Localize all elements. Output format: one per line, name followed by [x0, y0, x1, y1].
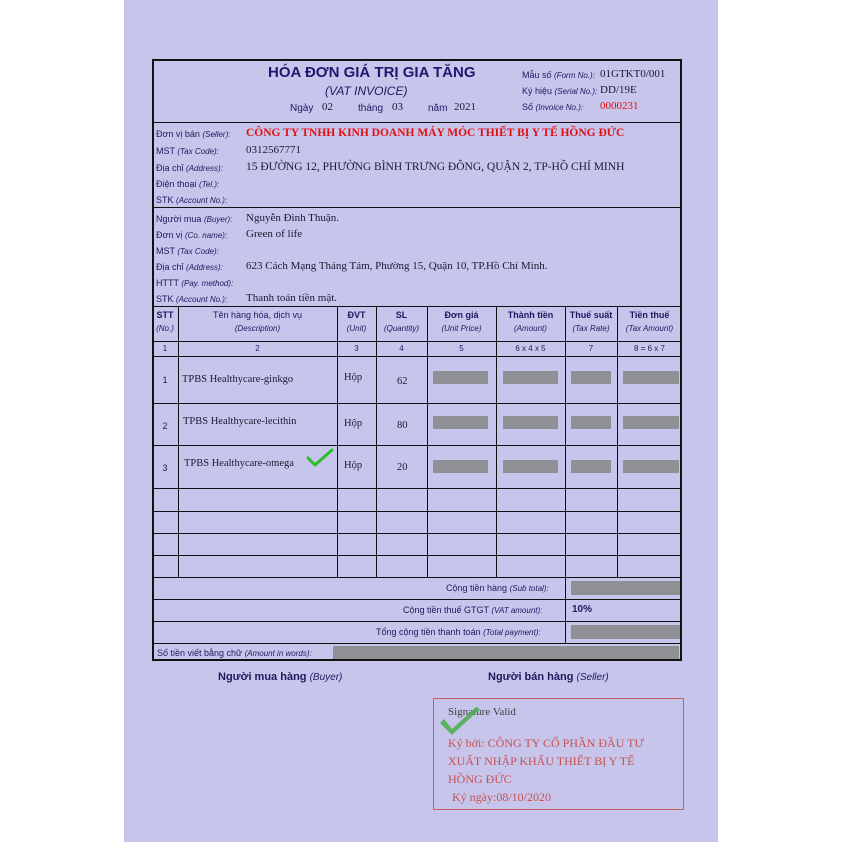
index-cell: 5 [459, 344, 464, 353]
table-row-line [152, 555, 682, 556]
serial-value: DD/19E [600, 84, 637, 96]
vat-label: Cộng tiền thuế GTGT (VAT amount): [403, 605, 543, 615]
signed-by-line: Ký bởi: CÔNG TY CỔ PHẦN ĐẦU TƯ [448, 736, 644, 750]
col-header-tax-rate-en: (Tax Rate) [572, 324, 610, 333]
words-redacted [333, 646, 679, 659]
buyer-tax-label: MST (Tax Code): [156, 246, 219, 256]
row-unit: Hộp [344, 460, 363, 471]
seller-account-label: STK (Account No.): [156, 195, 228, 205]
redacted-cell [503, 460, 558, 473]
redacted-cell [433, 371, 488, 384]
totals-line [152, 599, 682, 600]
row-description: TPBS Healthycare-omega [184, 458, 294, 469]
redacted-cell [623, 460, 679, 473]
invoice-frame [152, 59, 682, 661]
seller-tax-label: MST (Tax Code): [156, 146, 219, 156]
redacted-cell [503, 416, 558, 429]
form-value: 01GTKT0/001 [600, 68, 666, 80]
signed-by-line: XUẤT NHẬP KHẨU THIẾT BỊ Y TẾ [448, 754, 635, 768]
day-value: 02 [322, 101, 333, 113]
divider [152, 207, 682, 208]
month-value: 03 [392, 101, 403, 113]
buyer-name: Nguyễn Đình Thuận. [246, 212, 339, 224]
col-header-tax-amount: Tiền thuế [629, 310, 670, 320]
redacted-cell [433, 460, 488, 473]
col-header-unit-en: (Unit) [346, 324, 367, 333]
subtotal-redacted [571, 581, 680, 595]
buyer-signature-label: Người mua hàng (Buyer) [218, 671, 343, 683]
invoice-no-value: 0000231 [600, 100, 639, 112]
index-cell: 2 [255, 344, 260, 353]
col-header-unit: ĐVT [347, 310, 366, 320]
divider [152, 122, 682, 123]
invoice-no-label: Số (Invoice No.): [522, 102, 584, 112]
row-unit: Hộp [344, 372, 363, 383]
signature-status: Signature Valid [448, 706, 516, 718]
total-redacted [571, 625, 680, 639]
col-header-amount-en: (Amount) [514, 324, 547, 333]
table-index-line [152, 356, 682, 357]
buyer-account: Thanh toán tiền mặt. [246, 292, 338, 304]
subtotal-label: Cộng tiền hàng (Sub total): [446, 583, 549, 593]
row-description: TPBS Healthycare-ginkgo [182, 374, 294, 385]
col-header-tax-amount-en: (Tax Amount) [625, 324, 674, 333]
table-row-line [152, 403, 682, 404]
buyer-name-label: Người mua (Buyer): [156, 214, 233, 224]
row-no: 3 [162, 463, 168, 473]
redacted-cell [503, 371, 558, 384]
words-label: Số tiền viết bằng chữ (Amount in words): [157, 648, 312, 658]
totals-line [152, 643, 682, 644]
total-label: Tổng cộng tiền thanh toán (Total payment): [376, 627, 541, 637]
col-header-description-en: (Description) [234, 324, 281, 333]
day-label: Ngày [290, 103, 314, 114]
signature-check-icon [436, 705, 484, 741]
table-row-line [152, 511, 682, 512]
table-row-line [152, 533, 682, 534]
buyer-address: 623 Cách Mạng Tháng Tám, Phường 15, Quận 10, TP.Hồ Chí Minh. [246, 260, 548, 272]
index-cell: 4 [399, 344, 404, 353]
year-label: năm [428, 103, 448, 114]
buyer-address-label: Địa chỉ (Address): [156, 262, 223, 272]
totals-line [152, 621, 682, 622]
check-icon [305, 447, 335, 469]
redacted-cell [623, 416, 679, 429]
index-cell: 3 [354, 344, 359, 353]
col-header-tax-rate: Thuế suất [569, 310, 613, 320]
seller-address-label: Địa chỉ (Address): [156, 163, 223, 173]
index-cell: 1 [162, 344, 168, 353]
col-header-price: Đơn giá [444, 310, 479, 320]
row-qty: 62 [397, 376, 408, 387]
row-description: TPBS Healthycare-lecithin [183, 416, 297, 427]
table-row-line [152, 488, 682, 489]
row-no: 2 [162, 421, 168, 431]
col-header-amount: Thành tiền [507, 310, 554, 320]
table-top [152, 306, 682, 307]
year-value: 2021 [454, 101, 476, 113]
buyer-payment-label: HTTT (Pay. method): [156, 278, 234, 288]
redacted-cell [433, 416, 488, 429]
table-header-line [152, 341, 682, 342]
col-header-description: Tên hàng hóa, dịch vụ [212, 310, 303, 320]
redacted-cell [623, 371, 679, 384]
col-header-qty: SL [395, 310, 408, 320]
seller-address: 15 ĐƯỜNG 12, PHƯỜNG BÌNH TRƯNG ĐÔNG, QUẬN 2, TP-HỒ CHÍ MINH [246, 161, 625, 173]
col-header-no-en: (No.) [156, 324, 174, 333]
seller-tel-label: Điện thoại (Tel.): [156, 179, 220, 189]
serial-label: Ký hiệu (Serial No.): [522, 86, 598, 96]
vat-rate: 10% [572, 604, 593, 615]
form-label: Mẫu số (Form No.): [522, 70, 595, 80]
index-cell: 7 [588, 344, 594, 353]
col-header-no: STT [156, 310, 174, 320]
row-qty: 20 [397, 462, 408, 473]
index-cell: 6 x 4 x 5 [515, 344, 546, 353]
seller-name-label: Đơn vị bán (Seller): [156, 129, 231, 139]
signed-by-line: HỒNG ĐỨC [448, 772, 512, 786]
invoice-title: HÓA ĐƠN GIÁ TRỊ GIA TĂNG [268, 64, 476, 81]
buyer-account-label: STK (Account No.): [156, 294, 228, 304]
row-no: 1 [162, 375, 168, 385]
table-row-line [152, 445, 682, 446]
seller-signature-label: Người bán hàng (Seller) [488, 671, 609, 683]
redacted-cell [571, 460, 611, 473]
buyer-company: Green of life [246, 228, 303, 240]
col-header-qty-en: (Quantity) [383, 324, 420, 333]
seller-tax-value: 0312567771 [246, 144, 301, 156]
col-line [565, 577, 566, 643]
seller-name: CÔNG TY TNHH KINH DOANH MÁY MÓC THIẾT BỊ Y TẾ HỒNG ĐỨC [246, 127, 625, 139]
index-cell: 8 = 6 x 7 [634, 344, 665, 353]
row-qty: 80 [397, 420, 408, 431]
col-header-price-en: (Unit Price) [441, 324, 482, 333]
row-unit: Hộp [344, 418, 363, 429]
invoice-subtitle: (VAT INVOICE) [325, 84, 408, 98]
table-bottom [152, 577, 682, 578]
signed-date: Ký ngày:08/10/2020 [452, 790, 551, 804]
redacted-cell [571, 416, 611, 429]
redacted-cell [571, 371, 611, 384]
buyer-company-label: Đơn vị (Co. name): [156, 230, 228, 240]
month-label: tháng [358, 103, 384, 114]
